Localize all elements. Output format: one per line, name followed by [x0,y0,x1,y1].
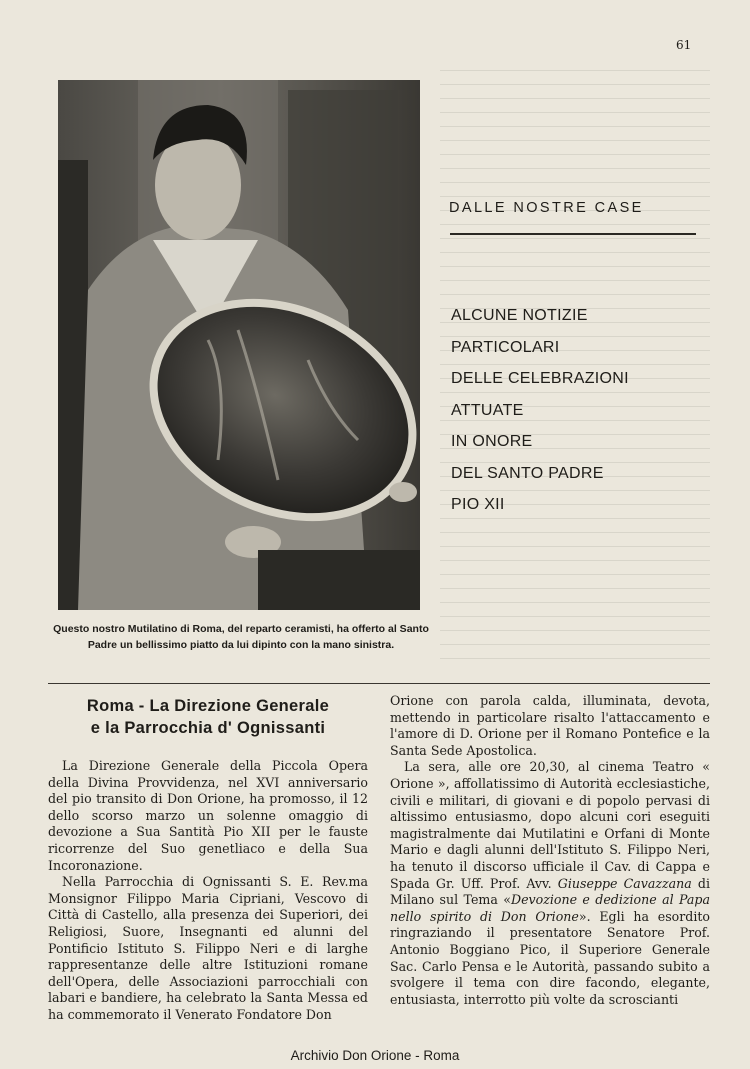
paragraph: Orione con parola calda, illuminata, devota, mettendo in particolare risalto l'attaccamento e l'amore di D. Orione per il Romano Pontefice e la Santa Sede Apostolica. [390,693,710,758]
speech-theme: Devozione e dedizione al Papa nello spirito di Don Orione [390,892,710,924]
headline-line: PARTICOLARI [451,338,560,356]
article-column-right [390,693,710,1008]
article-title-line-2: e la Parrocchia d' Ognissanti [90,719,326,737]
photo-boy-with-plate [58,80,420,610]
article-column-left [48,758,368,1024]
headline [451,300,711,521]
paragraph-text: La sera, alle ore 20,30, al cinema Teatro « Orione », affollatissimo di Autorità ecclesiastiche, civili e militari, di giovani e di popolo pervasi di altissimo entusiasmo, dopo alcuni cori eseguiti magistralmente dai Mutilatini e Orfani di Monte Mario e dagli alunni dell'Istituto S. Filippo Neri, ha tenuto il discorso ufficiale il Cav. di Cappa e Spada Gr. Uff. Prof. Avv. [390,759,710,891]
paragraph [390,759,710,1008]
headline-line: ATTUATE [451,401,524,419]
paragraph-text: ». Egli ha esordito ringraziando il presentatore Senatore Prof. Antonio Boggiano Pico, il Superiore Generale Sac. Carlo Pensa e le Autorità, passando subito a svolgere il tema con dire facondo, elegante, entusiasta, interrotto più volte da scroscianti [390,908,711,1007]
photo-caption: Questo nostro Mutilatino di Roma, del reparto ceramisti, ha offerto al Santo Padre un bellissimo piatto da lui dipinto con la mano sinistra. [53,623,429,651]
headline-line: DEL SANTO PADRE [451,464,604,482]
page-number: 61 [676,38,692,52]
paragraph: Nella Parrocchia di Ognissanti S. E. Rev.ma Monsignor Filippo Maria Cipriani, Vescovo di Città di Castello, alla presenza dei Superiori, dei Religiosi, Suore, Insegnanti ed alunni del Pontificio Istituto S. Filippo Neri e di larghe rappresentanze delle altre Istituzioni romane dell'Opera, delle Associazioni parrocchiali con labari e bandiere, ha celebrato la Santa Messa ed ha commemorato il Venerato Fondatore Don [48,874,368,1022]
article-title-line-1: Roma - La Direzione Generale [86,697,330,715]
section-heading: DALLE NOSTRE CASE [449,200,644,216]
headline-line: IN ONORE [451,433,533,450]
photo-illustration [58,80,420,610]
paragraph: La Direzione Generale della Piccola Opera della Divina Provvidenza, nel XVI anniversario del pio transito di Don Orione, ha promosso, il 12 dello scorso marzo un solenne omaggio di devozione a Sua Santità Pio XII per le fauste ricorrenze del Suo genetliaco e della Sua Incoronazione. [48,758,368,873]
headline-line: ALCUNE NOTIZIE [451,307,588,324]
article-title [48,695,368,739]
speaker-name: Giuseppe Cavazzana [557,875,692,891]
archive-footer: Archivio Don Orione - Roma [290,1048,460,1063]
horizontal-divider [48,683,710,684]
headline-line: PIO XII [451,496,505,513]
paragraph-text: di Milano sul Tema « [390,875,710,908]
headline-line: DELLE CELEBRAZIONI [451,370,629,387]
section-rule [450,233,696,235]
